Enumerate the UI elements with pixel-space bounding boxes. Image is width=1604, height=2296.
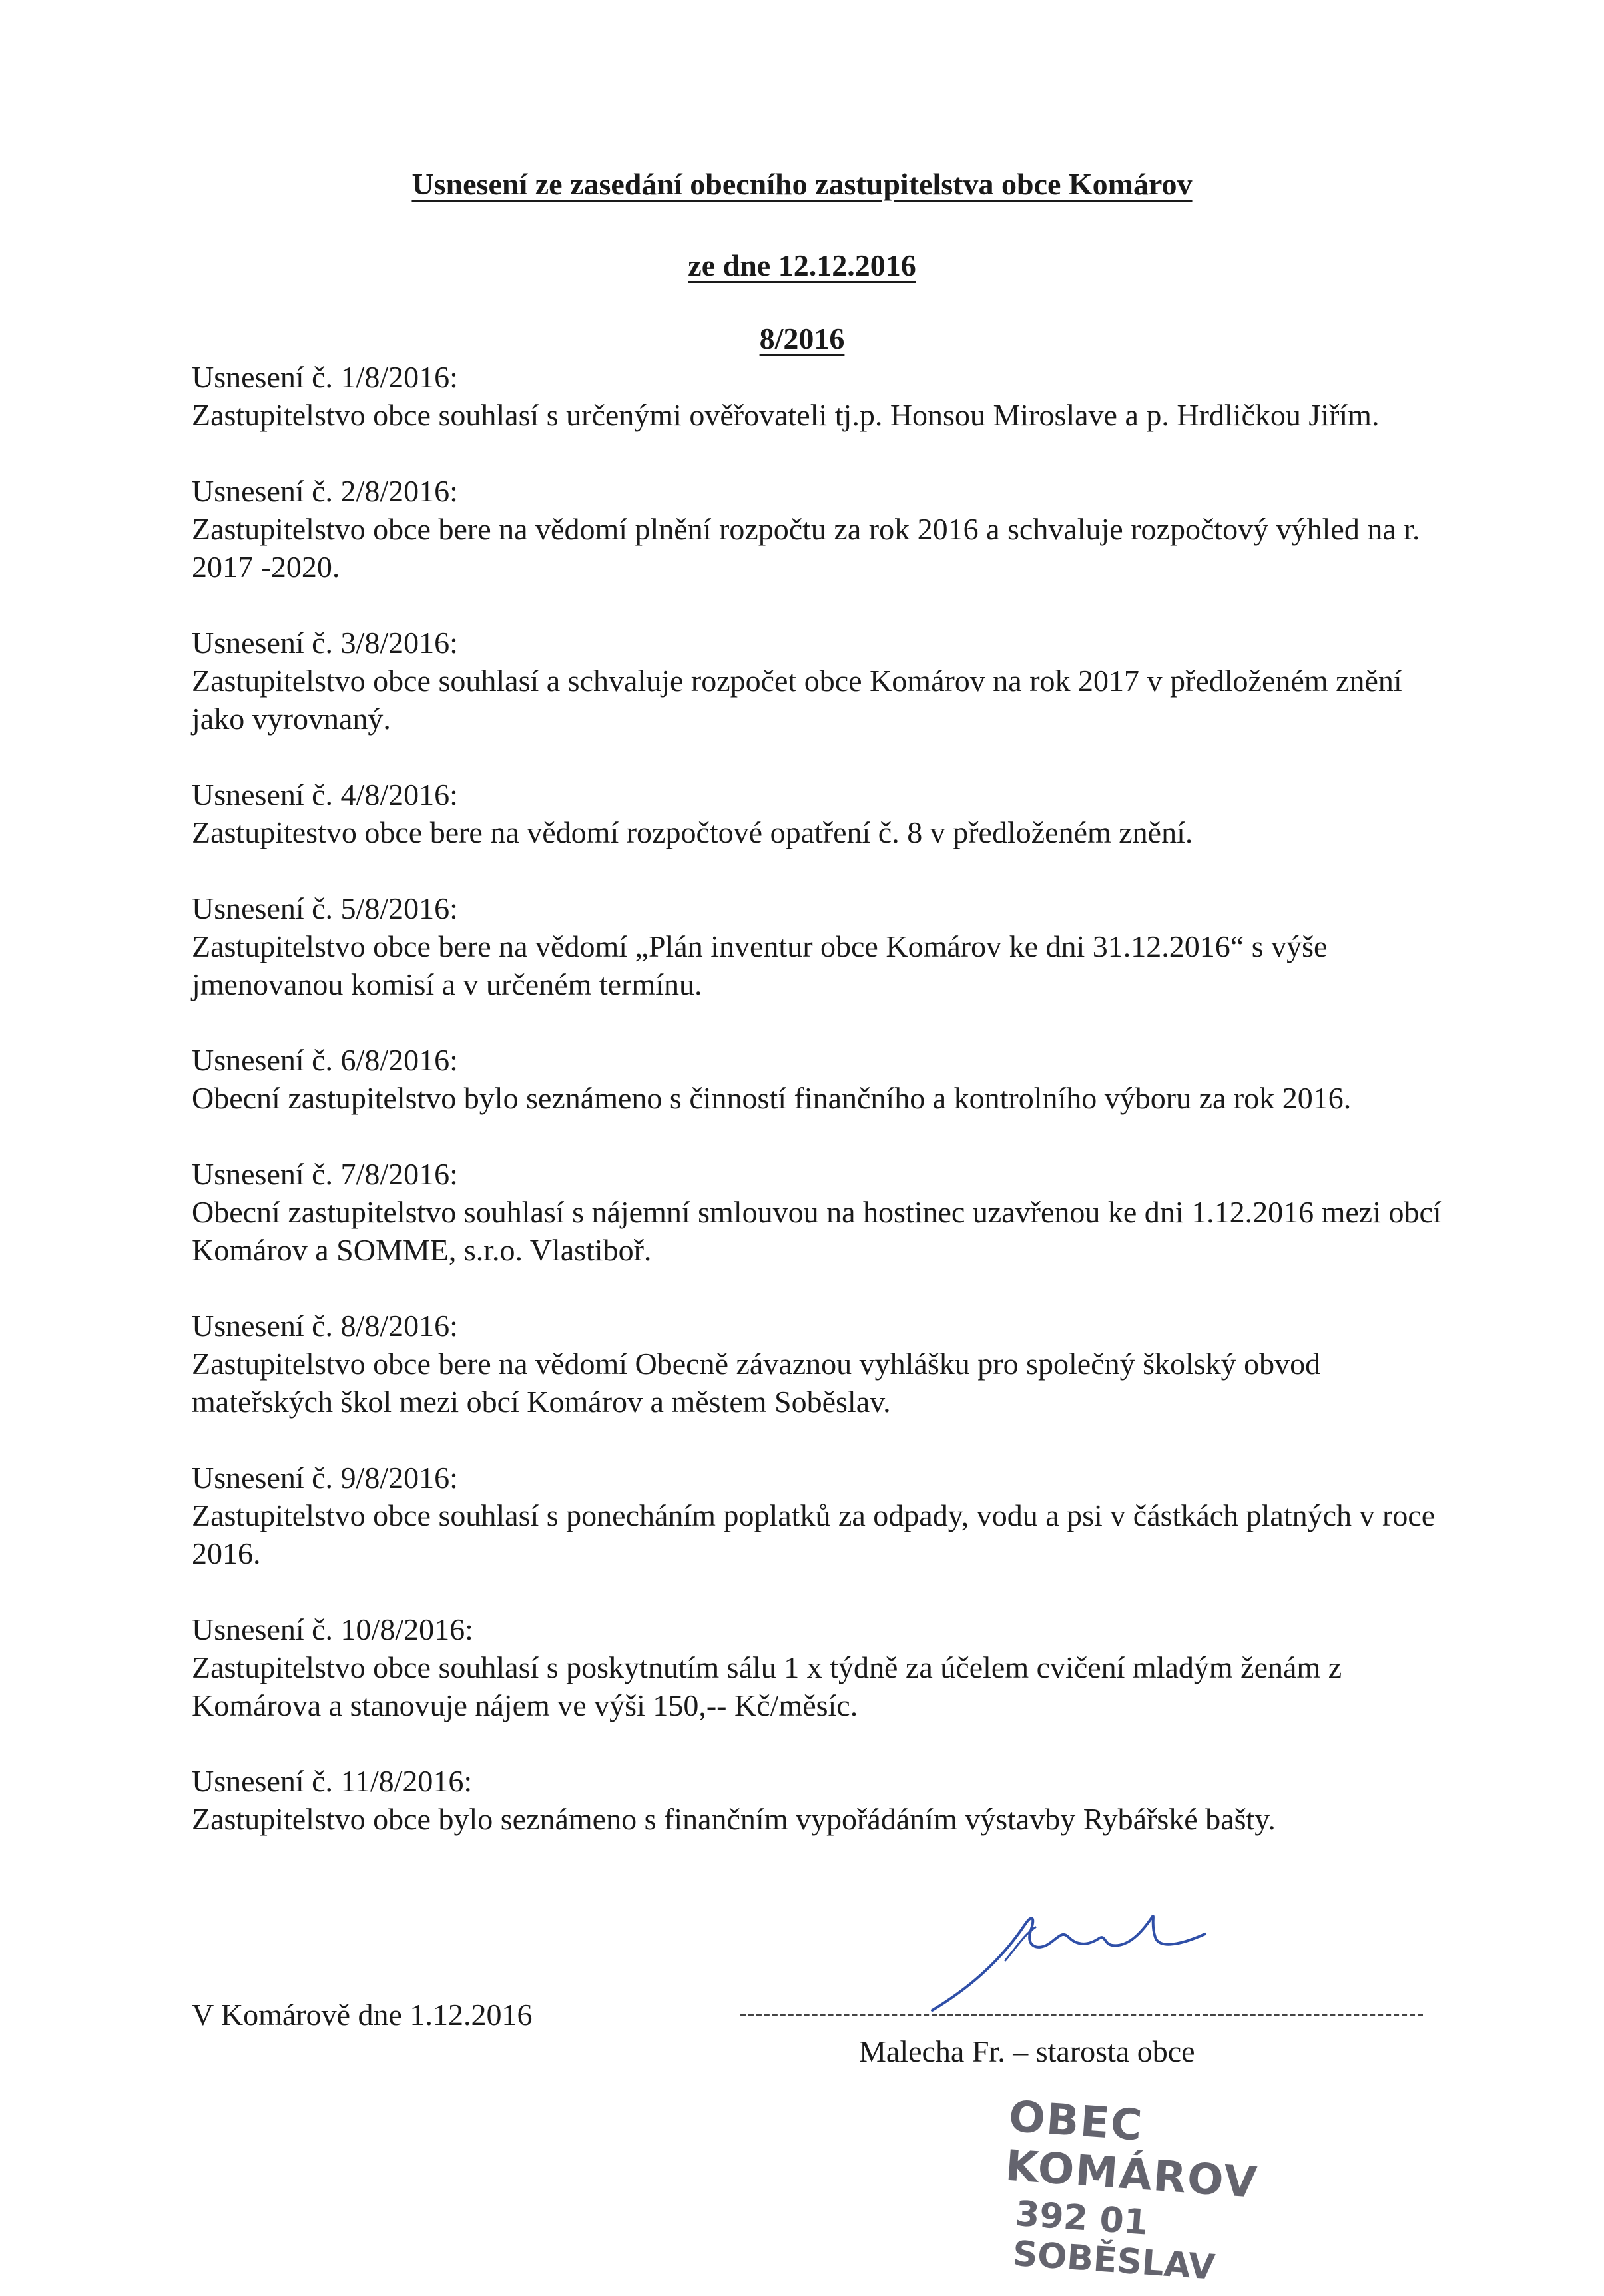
resolution-text: Zastupitelstvo obce souhlasí s ponecháním poplatků za odpady, vodu a psi v částkách platných v roce 2016. xyxy=(192,1498,1436,1570)
meeting-date: ze dne 12.12.2016 xyxy=(688,248,916,282)
resolution-label: Usnesení č. 9/8/2016: xyxy=(192,1461,458,1494)
document-title: Usnesení ze zasedání obecního zastupitelstva obce Komárov xyxy=(411,167,1193,201)
resolution-label: Usnesení č. 6/8/2016: xyxy=(192,1043,458,1077)
session-number: 8/2016 xyxy=(759,322,845,355)
resolution-item xyxy=(192,889,1457,1003)
resolution-text: Zastupitelstvo obce bylo seznámeno s finančním vypořádáním výstavby Rybářské bašty. xyxy=(192,1802,1276,1836)
resolution-text: Zastupitestvo obce bere na vědomí rozpočtové opatření č. 8 v předloženém znění. xyxy=(192,815,1193,849)
resolution-label: Usnesení č. 3/8/2016: xyxy=(192,626,458,660)
resolution-item xyxy=(192,358,1457,434)
place-and-date: V Komárově dne 1.12.2016 xyxy=(192,1998,533,2032)
resolution-item xyxy=(192,776,1457,851)
resolution-label: Usnesení č. 1/8/2016: xyxy=(192,360,458,394)
stamp-line-1: OBEC KOMÁROV xyxy=(1003,2092,1260,2208)
resolution-item xyxy=(192,1155,1457,1269)
signature-stroke xyxy=(932,1916,1205,2010)
resolution-label: Usnesení č. 10/8/2016: xyxy=(192,1612,473,1646)
resolution-text: Obecní zastupitelstvo souhlasí s nájemní smlouvou na hostinec uzavřenou ke dni 1.12.2016 mezi obcí Komárov a SOMME, s.r.o. Vlastiboř. xyxy=(192,1195,1442,1267)
official-stamp xyxy=(1001,2092,1342,2288)
resolution-item xyxy=(192,1307,1457,1421)
resolution-label: Usnesení č. 8/8/2016: xyxy=(192,1309,458,1343)
signatory-name: Malecha Fr. – starosta obce xyxy=(859,2034,1195,2068)
resolution-item xyxy=(192,1041,1457,1117)
resolution-list xyxy=(192,358,1457,1876)
resolution-text: Zastupitelstvo obce souhlasí s určenými ověřovateli tj.p. Honsou Miroslave a p. Hrdličkou Jiřím. xyxy=(192,398,1380,432)
resolution-label: Usnesení č. 7/8/2016: xyxy=(192,1157,458,1191)
resolution-text: Zastupitelstvo obce bere na vědomí „Plán inventur obce Komárov ke dni 31.12.2016“ s výše jmenovanou komisí a v určeném termínu. xyxy=(192,929,1328,1001)
resolution-item xyxy=(192,472,1457,586)
resolution-item xyxy=(192,1610,1457,1724)
resolution-item xyxy=(192,624,1457,738)
resolution-text: Obecní zastupitelstvo bylo seznámeno s činností finančního a kontrolního výboru za rok 2016. xyxy=(192,1081,1352,1115)
resolution-item xyxy=(192,1762,1457,1838)
resolution-item xyxy=(192,1459,1457,1572)
resolution-text: Zastupitelstvo obce souhlasí s poskytnutím sálu 1 x týdně za účelem cvičení mladým ženám z Komárova a stanovuje nájem ve výši 150,-- Kč/měsíc. xyxy=(192,1650,1342,1722)
resolution-text: Zastupitelstvo obce bere na vědomí Obecně závaznou vyhlášku pro společný školský obvod mateřských škol mezi obcí Komárov a městem Soběslav. xyxy=(192,1347,1321,1419)
resolution-label: Usnesení č. 2/8/2016: xyxy=(192,474,458,508)
resolution-label: Usnesení č. 11/8/2016: xyxy=(192,1764,473,1798)
stamp-line-2: 392 01 SOBĚSLAV xyxy=(1011,2193,1216,2288)
resolution-text: Zastupitelstvo obce bere na vědomí plnění rozpočtu za rok 2016 a schvaluje rozpočtový výhled na r. 2017 -2020. xyxy=(192,512,1420,584)
resolution-label: Usnesení č. 4/8/2016: xyxy=(192,778,458,811)
handwritten-signature xyxy=(926,1897,1218,2017)
resolution-label: Usnesení č. 5/8/2016: xyxy=(192,891,458,925)
resolution-text: Zastupitelstvo obce souhlasí a schvaluje rozpočet obce Komárov na rok 2017 v předloženém znění jako vyrovnaný. xyxy=(192,664,1402,736)
